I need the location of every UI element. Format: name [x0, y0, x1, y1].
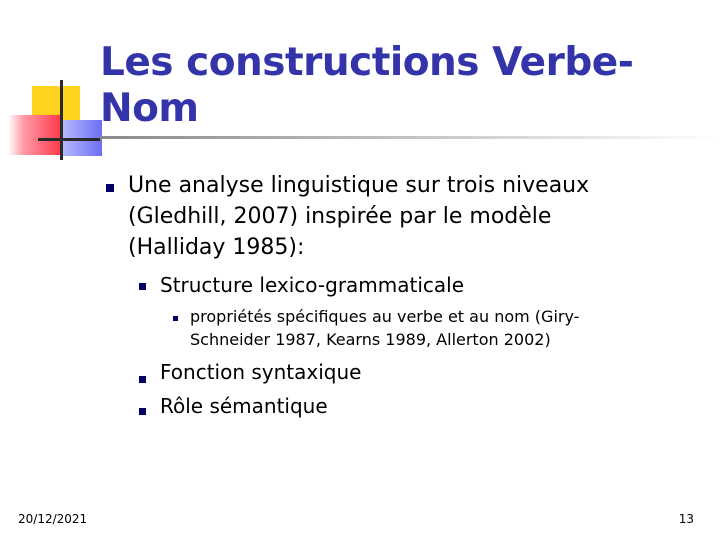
decorative-logo-icon	[0, 70, 110, 170]
main-bullet-line-2: (Gledhill, 2007) inspirée par le modèle	[128, 204, 552, 229]
title-line-1: Les constructions Verbe-	[100, 40, 634, 85]
sub-bullet-fonction: Fonction syntaxique	[160, 360, 362, 384]
footer-date: 20/12/2021	[18, 512, 88, 526]
subsub-bullet-line-1: propriétés spécifiques au verbe et au nom (Giry-	[190, 307, 580, 326]
subsub-bullet-text	[190, 305, 579, 351]
sub-bullet-structure: Structure lexico-grammaticale	[160, 273, 465, 297]
subsub-bullet-line-2: Schneider 1987, Kearns 1989, Allerton 2002)	[190, 330, 551, 349]
bullet-square-icon	[139, 376, 146, 383]
slide-title	[100, 40, 700, 132]
title-divider	[100, 136, 720, 139]
bullet-square-icon	[139, 408, 146, 415]
logo-red-square	[8, 115, 60, 155]
bullet-square-icon	[173, 316, 178, 321]
main-bullet-line-3: (Halliday 1985):	[128, 235, 305, 260]
page-number: 13	[678, 512, 694, 526]
bullet-square-icon	[139, 283, 146, 290]
logo-horizontal-line	[38, 138, 100, 141]
sub-bullet-role: Rôle sémantique	[160, 394, 328, 418]
title-line-2: Nom	[100, 86, 199, 131]
main-bullet-line-1: Une analyse linguistique sur trois niveaux	[128, 173, 590, 198]
logo-vertical-line	[60, 80, 63, 160]
bullet-square-icon	[106, 184, 114, 192]
main-bullet-text	[128, 170, 589, 263]
